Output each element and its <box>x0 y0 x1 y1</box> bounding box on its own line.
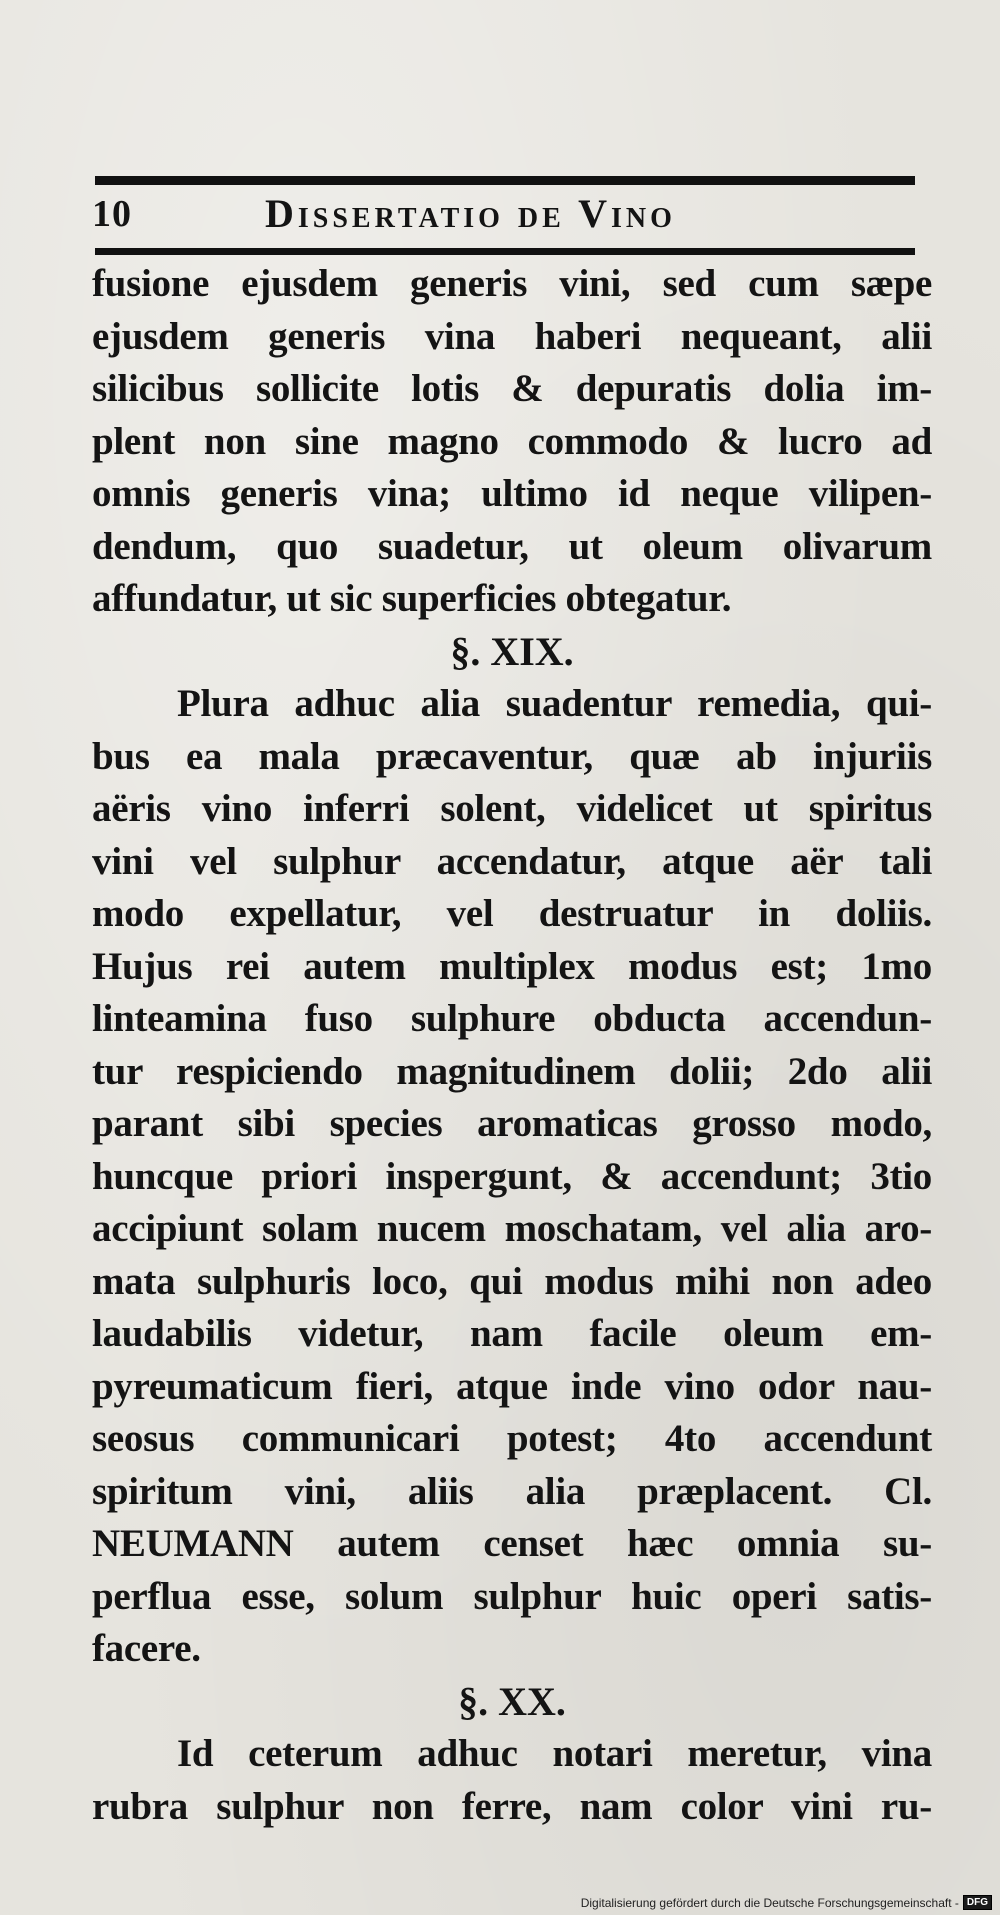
text-line: laudabilis videtur, nam facile oleum em- <box>92 1312 932 1355</box>
running-head: Dissertatio de Vino <box>265 191 676 236</box>
text-line: omnis generis vina; ultimo id neque vilipen- <box>92 472 932 515</box>
text-line: huncque priori inspergunt, & accendunt; 3tio <box>92 1154 932 1198</box>
text-line: Plura adhuc alia suadentur remedia, qui- <box>177 682 932 725</box>
section-heading-xx: §. XX. <box>458 1678 566 1724</box>
text-line: tur respiciendo magnitudinem dolii; 2do alii <box>92 1049 932 1093</box>
text-line: affundatur, ut sic superficies obtegatur. <box>92 577 732 620</box>
text-line: fusione ejusdem generis vini, sed cum sæpe <box>92 262 932 305</box>
text-line: rubra sulphur non ferre, nam color vini ru- <box>92 1784 932 1828</box>
text-line: mata sulphuris loco, qui modus mihi non adeo <box>92 1259 932 1303</box>
header-rule-bottom <box>95 248 915 255</box>
text-line: Hujus rei autem multiplex modus est; 1mo <box>92 944 932 988</box>
header-rule-top <box>95 176 915 185</box>
text-line: spiritum vini, aliis alia præplacent. Cl. <box>92 1469 932 1513</box>
section-heading-xix: §. XIX. <box>450 628 574 674</box>
text-line: linteamina fuso sulphure obducta accendun- <box>92 997 932 1040</box>
text-line: ejusdem generis vina haberi nequeant, alii <box>92 314 932 358</box>
text-line: silicibus sollicite lotis & depuratis dolia im- <box>92 367 932 410</box>
text-line: NEUMANN autem censet hæc omnia su- <box>92 1522 932 1565</box>
digitization-credit <box>581 1895 992 1910</box>
text-line: seosus communicari potest; 4to accendunt <box>92 1417 932 1460</box>
text-line: modo expellatur, vel destruatur in doliis. <box>92 892 932 935</box>
text-line: perflua esse, solum sulphur huic operi satis- <box>92 1574 932 1618</box>
text-line: aëris vino inferri solent, videlicet ut spiritus <box>92 787 932 830</box>
page-number: 10 <box>92 193 132 235</box>
text-line: pyreumaticum fieri, atque inde vino odor nau- <box>92 1364 932 1408</box>
text-line: facere. <box>92 1627 201 1670</box>
text-line: dendum, quo suadetur, ut oleum olivarum <box>92 524 932 568</box>
text-line: parant sibi species aromaticas grosso modo, <box>92 1102 932 1145</box>
text-line: vini vel sulphur accendatur, atque aër tali <box>92 839 932 883</box>
credit-text: Digitalisierung gefördert durch die Deutsche Forschungsgemeinschaft - <box>580 1895 959 1910</box>
text-line: plent non sine magno commodo & lucro ad <box>92 419 932 463</box>
text-line: accipiunt solam nucem moschatam, vel alia aro- <box>92 1207 932 1250</box>
text-block <box>92 258 932 1833</box>
text-line: Id ceterum adhuc notari meretur, vina <box>177 1732 932 1775</box>
text-line: bus ea mala præcaventur, quæ ab injuriis <box>92 734 932 778</box>
dfg-logo: DFG <box>963 1895 992 1910</box>
